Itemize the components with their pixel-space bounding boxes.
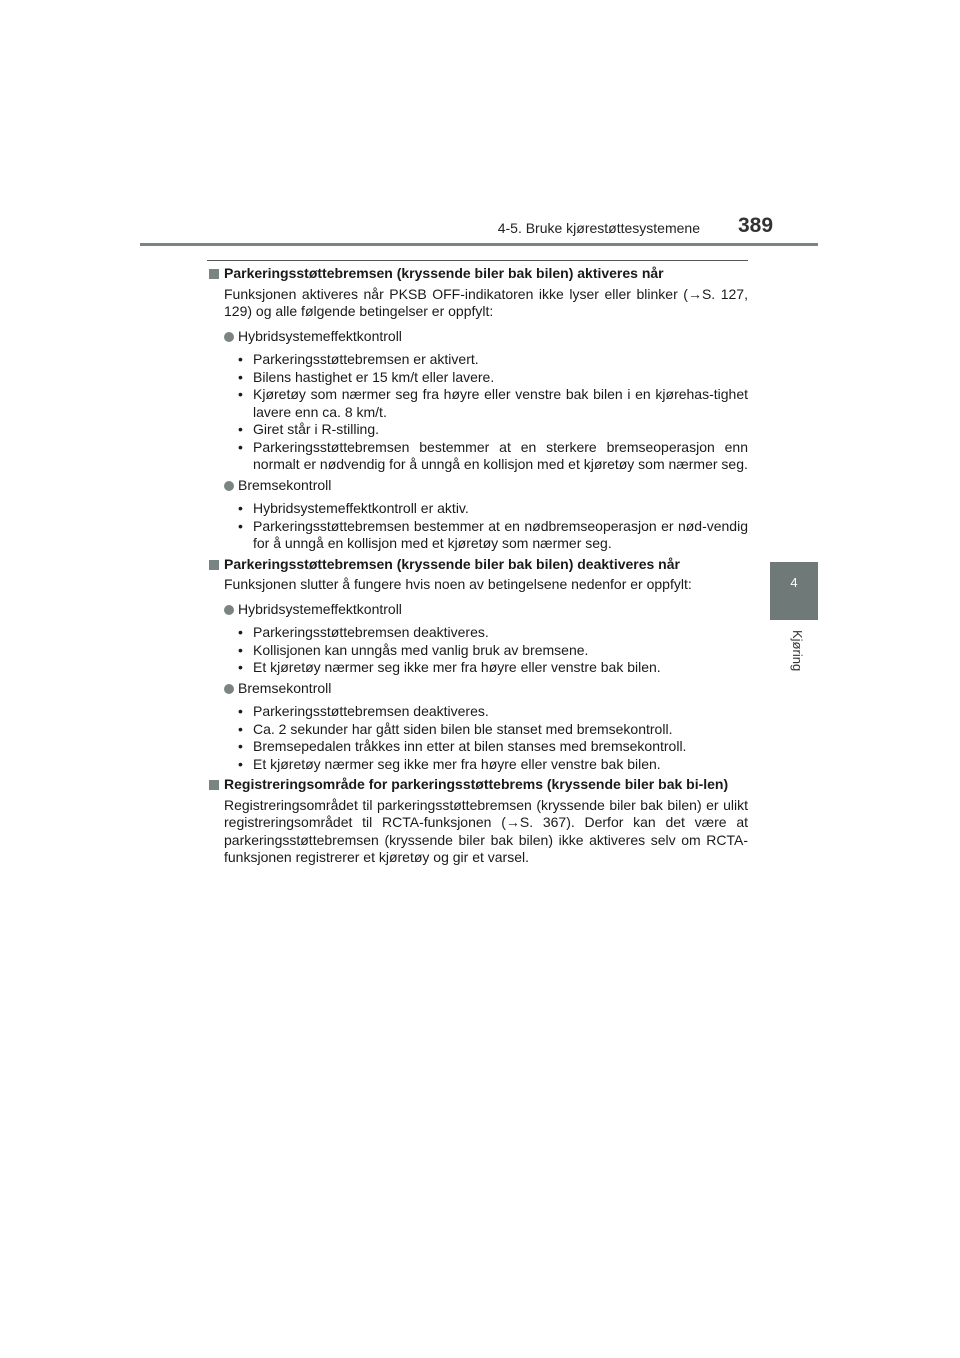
section — [208, 776, 748, 867]
section-paragraph: Registreringsområdet til parkeringsstøttebremsen (kryssende biler bak bilen) er ulikt registreringsområdet til RCTA-funksjonen (→S. 367). Derfor kan det være at parkeringsstøttebremsen (kryssende biler bak bilen) ikke aktiveres selv om RCTA-funksjonen registrerer et kjøretøy og gir et varsel. — [224, 796, 748, 865]
chapter-tab — [770, 562, 818, 620]
subsection-title: Bremsekontroll — [208, 477, 748, 495]
list-item: • Hybridsystemeffektkontroll er aktiv. — [238, 500, 469, 516]
bullet-list — [208, 351, 748, 474]
list-item: • Kollisjonen kan unngås med vanlig bruk av bremsene. — [238, 641, 589, 658]
list-item: • Et kjøretøy nærmer seg ikke mer fra høyre eller venstre bak bilen. — [238, 755, 661, 772]
section — [208, 265, 748, 553]
section-paragraph: Funksjonen aktiveres når PKSB OFF-indikatoren ikke lyser eller blinker (→S. 127, 129) og alle følgende betingelser er oppfylt: — [224, 285, 748, 319]
section — [208, 556, 748, 774]
section-paragraph: Funksjonen slutter å fungere hvis noen av betingelsene nedenfor er oppfylt: — [224, 576, 692, 592]
chapter-number: 4 — [790, 575, 798, 590]
bullet-list — [208, 500, 748, 553]
square-bullet-icon — [209, 780, 219, 790]
list-item: • Parkeringsstøttebremsen bestemmer at en sterkere bremseoperasjon enn normalt er nødvendig for å unngå en kollisjon med et kjøretøy som nærmer seg. — [238, 438, 748, 472]
bullet-list — [208, 624, 748, 677]
circle-bullet-icon — [224, 605, 234, 615]
subsection-title: Bremsekontroll — [208, 680, 748, 698]
circle-bullet-icon — [224, 684, 234, 694]
section-title: 4-5. Bruke kjørestøttesystemene — [497, 220, 700, 236]
list-item: • Parkeringsstøttebremsen er aktivert. — [238, 351, 479, 367]
circle-bullet-icon — [224, 481, 234, 491]
subsection-title: Hybridsystemeffektkontroll — [208, 601, 748, 619]
header-divider — [140, 243, 818, 246]
main-content — [208, 265, 748, 874]
list-item: • Et kjøretøy nærmer seg ikke mer fra høyre eller venstre bak bilen. — [238, 659, 661, 675]
circle-bullet-icon — [224, 332, 234, 342]
bullet-list — [208, 703, 748, 773]
list-item: • Bilens hastighet er 15 km/t eller lavere. — [238, 368, 495, 385]
square-bullet-icon — [209, 560, 219, 570]
list-item: • Giret står i R-stilling. — [238, 421, 380, 437]
content-divider — [207, 260, 748, 261]
section-heading: Registreringsområde for parkeringsstøttebrems (kryssende biler bak bi-len) — [208, 776, 748, 794]
section-heading: Parkeringsstøttebremsen (kryssende biler bak bilen) aktiveres når — [208, 265, 748, 283]
section-heading: Parkeringsstøttebremsen (kryssende biler bak bilen) deaktiveres når — [208, 556, 748, 574]
list-item: • Kjøretøy som nærmer seg fra høyre eller venstre bak bilen i en kjørehas-tighet lavere enn ca. 8 km/t. — [238, 386, 748, 420]
subsection-title: Hybridsystemeffektkontroll — [208, 328, 748, 346]
list-item: • Parkeringsstøttebremsen bestemmer at en nødbremseoperasjon er nød-vendig for å unngå en kollisjon med et kjøretøy som nærmer seg. — [238, 517, 748, 551]
list-item: • Parkeringsstøttebremsen deaktiveres. — [238, 703, 489, 719]
square-bullet-icon — [209, 269, 219, 279]
chapter-label: Kjøring — [790, 630, 805, 672]
page-number: 389 — [738, 214, 774, 237]
list-item: • Bremsepedalen tråkkes inn etter at bilen stanses med bremsekontroll. — [238, 738, 687, 754]
list-item: • Parkeringsstøttebremsen deaktiveres. — [238, 624, 489, 640]
list-item: • Ca. 2 sekunder har gått siden bilen ble stanset med bremsekontroll. — [238, 720, 673, 737]
